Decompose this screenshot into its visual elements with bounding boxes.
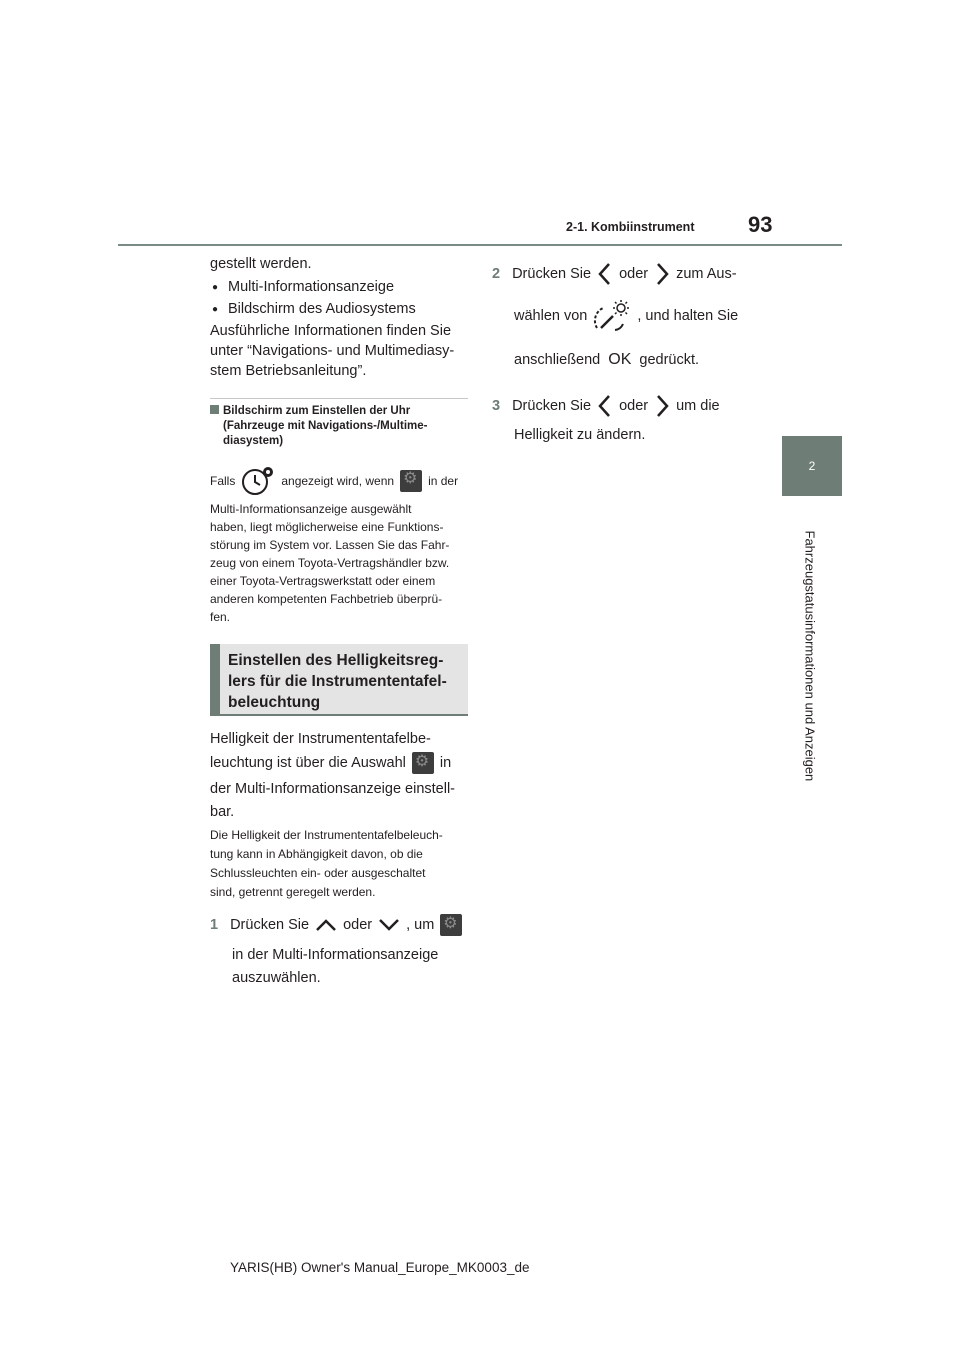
- section-box-heading: Einstellen des Helligkeitsreg- lers für die Instrumententafel- beleuchtung: [210, 644, 468, 716]
- body-text: leuchtung ist über die Auswahl ⚙ in: [210, 752, 451, 774]
- subheading-rule: [210, 398, 468, 399]
- chevron-down-icon: [378, 918, 400, 932]
- settings-gear-icon: [400, 470, 422, 492]
- chevron-left-icon: [597, 394, 613, 418]
- step-3-text: Helligkeit zu ändern.: [514, 427, 646, 443]
- chevron-up-icon: [315, 918, 337, 932]
- brightness-gauge-icon: [593, 298, 631, 334]
- step-1-text: auszuwählen.: [232, 970, 321, 986]
- settings-gear-icon: [412, 752, 434, 774]
- section-title: 2-1. Kombiinstrument: [566, 220, 695, 234]
- body-text: bar.: [210, 804, 235, 820]
- intro-line: gestellt werden.: [210, 256, 312, 272]
- step-3: 3 Drücken Sie oder um die: [492, 394, 720, 418]
- chevron-left-icon: [597, 262, 613, 286]
- chapter-number: 2: [808, 459, 816, 473]
- body-text: der Multi-Informationsanzeige einstell-: [210, 781, 455, 797]
- warning-text: Multi-Informationsanzeige ausgewählt haben, liegt möglicherweise eine Funktions- störung im System vor. Lassen Sie das Fahr- zeug von einem Toyota-Vertragshändler bzw. einer Toyota-Vertragswerkstatt oder einem anderen kompetenten Fachbetrieb überprü- fen.: [210, 502, 450, 624]
- chevron-right-icon: [654, 394, 670, 418]
- falls-line: Falls angezeigt wird, wenn ⚙ in der: [210, 466, 458, 496]
- step-1-text: in der Multi-Informationsanzeige: [232, 947, 439, 963]
- body-text: Helligkeit der Instrumententafelbe-: [210, 731, 431, 747]
- chevron-right-icon: [654, 262, 670, 286]
- footer-text: YARIS(HB) Owner's Manual_Europe_MK0003_de: [230, 1260, 530, 1275]
- subheading-square-icon: [210, 405, 219, 414]
- ok-button-icon: OK: [608, 351, 632, 368]
- chapter-title-vertical: Fahrzeugstatusinformationen und Anzeigen: [802, 530, 818, 782]
- step-2: 2 Drücken Sie oder zum Aus-: [492, 262, 737, 286]
- chapter-tab[interactable]: [782, 436, 842, 496]
- step-2-text: wählen von , und halten Sie: [514, 298, 738, 334]
- reference-text: unter “Navigations- und Multimediasy-: [210, 343, 455, 359]
- subheading: Bildschirm zum Einstellen der Uhr (Fahrzeuge mit Navigations-/Multime- diasystem): [210, 404, 472, 449]
- reference-text: stem Betriebsanleitung”.: [210, 363, 367, 379]
- header-rule: [118, 244, 842, 246]
- note-text: Die Helligkeit der Instrumententafelbeleuch- tung kann in Abhängigkeit davon, ob die Schlussleuchten ein- oder ausgeschaltet sind, getrennt geregelt werden.: [210, 828, 443, 899]
- reference-text: Ausführliche Informationen finden Sie: [210, 323, 452, 339]
- step-1: 1 Drücken Sie oder , um ⚙: [210, 914, 462, 936]
- bullet-item: ● Multi-Informationsanzeige: [228, 277, 394, 297]
- clock-settings-icon: [241, 466, 275, 496]
- settings-gear-icon: [440, 914, 462, 936]
- page-number: 93: [748, 212, 773, 237]
- bullet-item: ● Bildschirm des Audiosystems: [228, 299, 416, 319]
- step-2-text: anschließend OK gedrückt.: [514, 351, 700, 368]
